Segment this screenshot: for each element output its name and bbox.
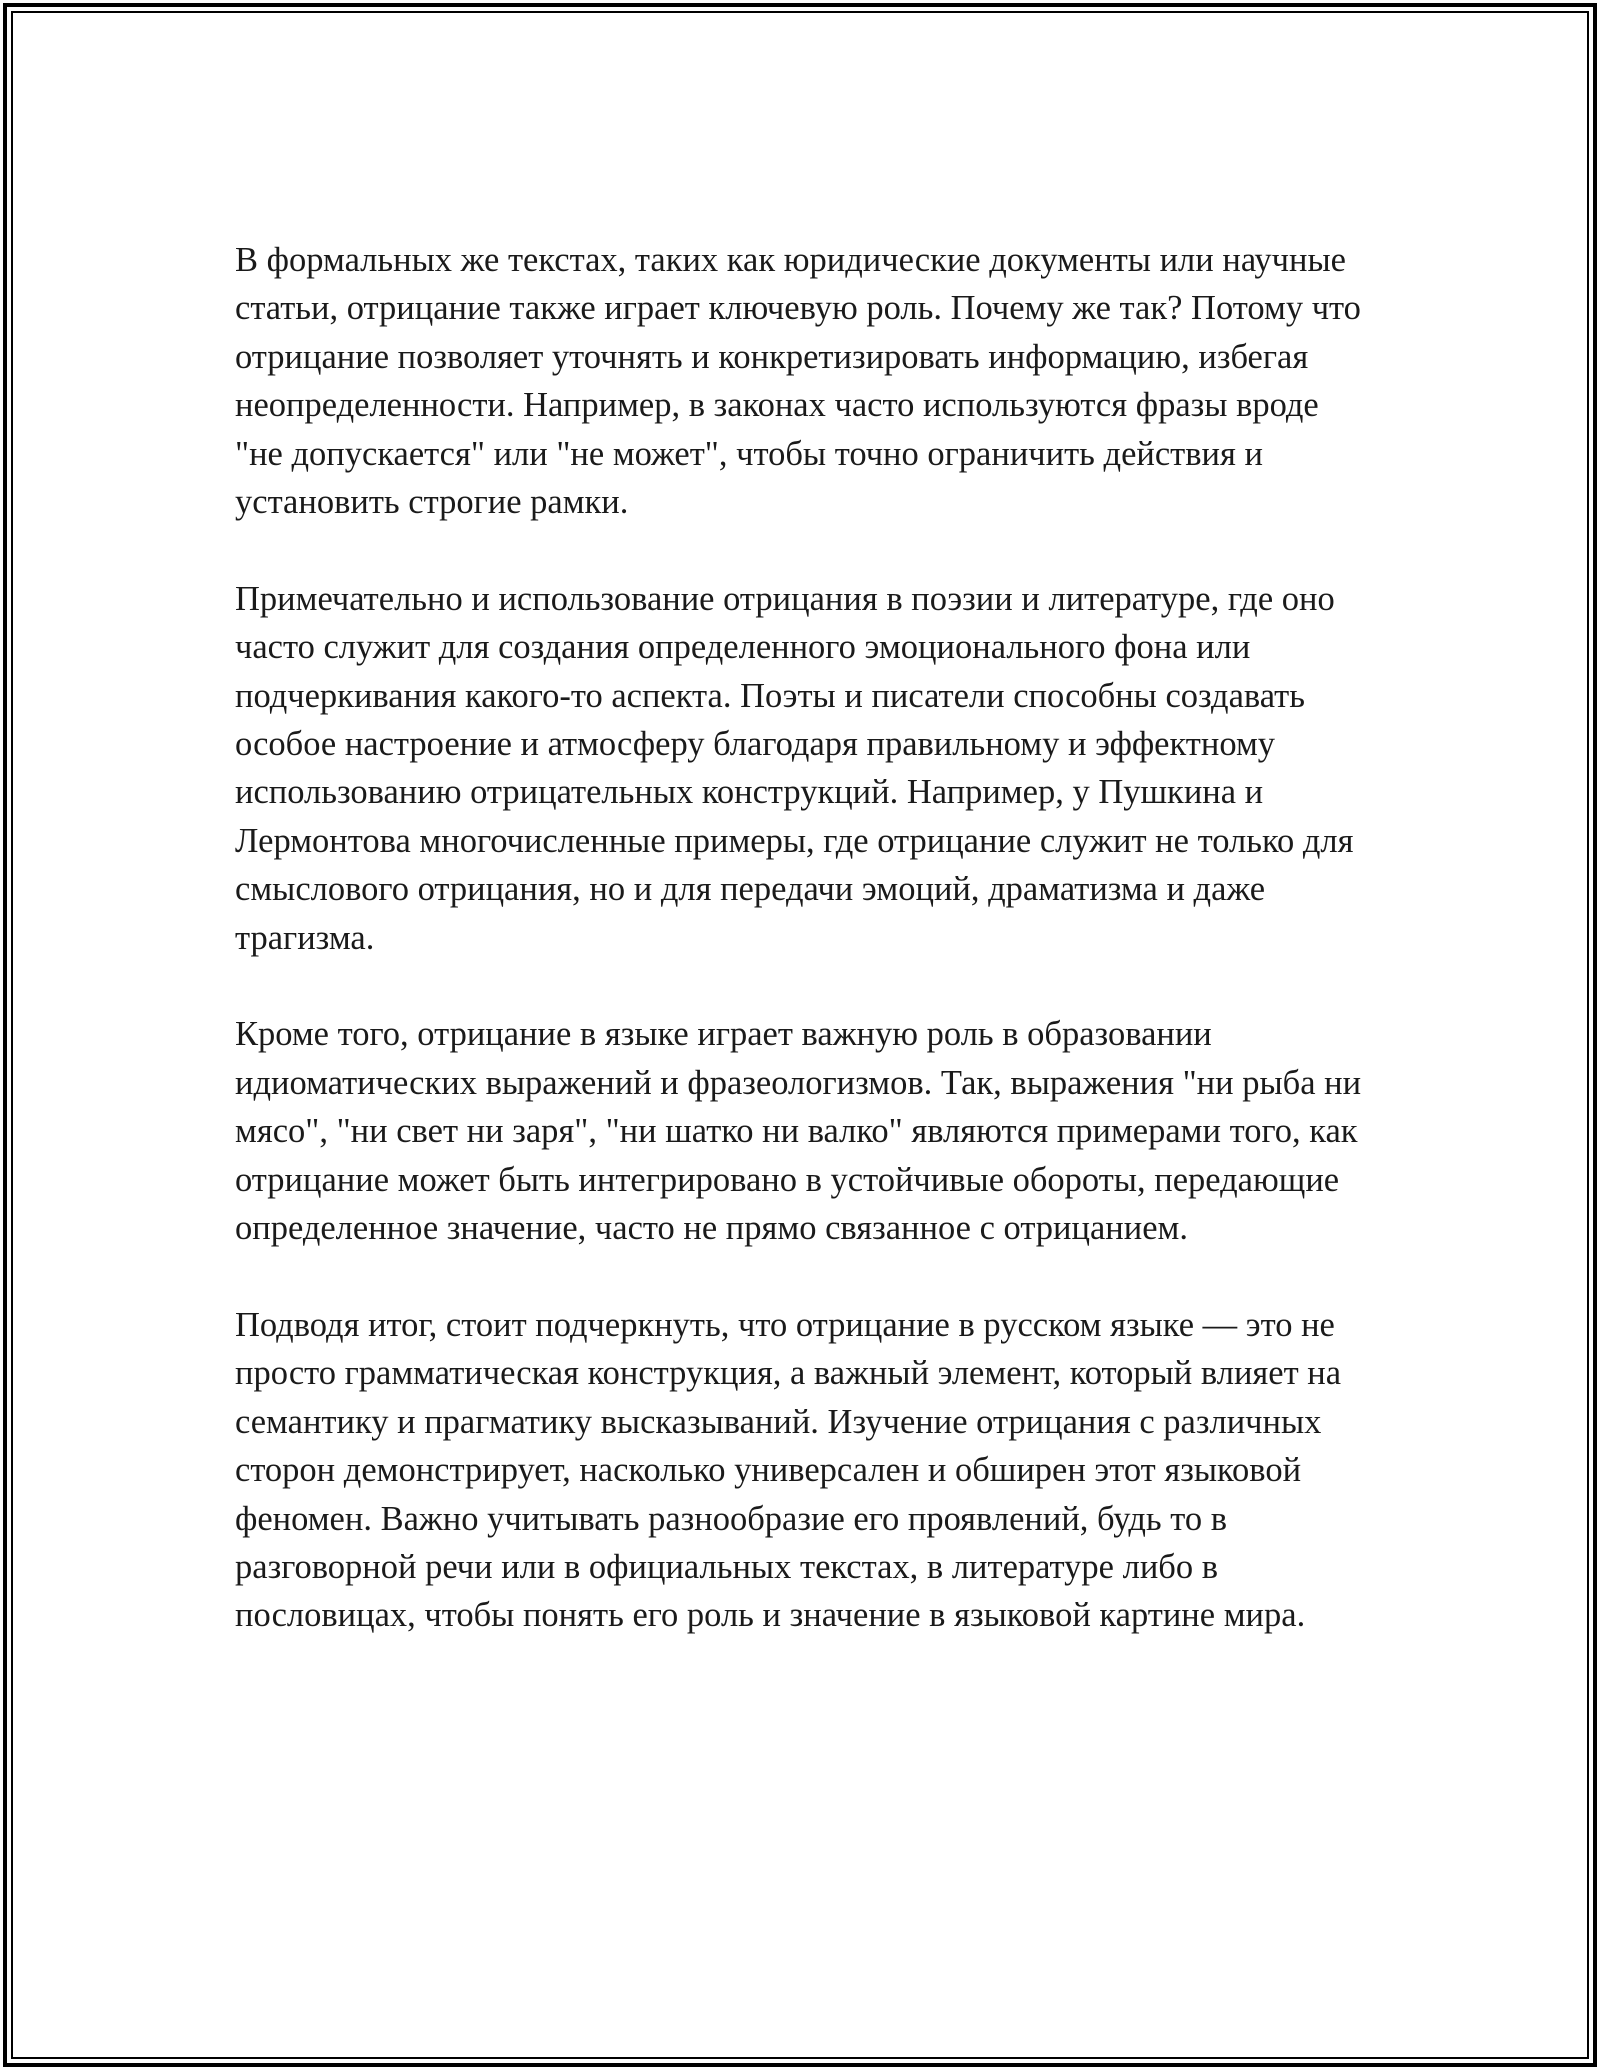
paragraph-formal-texts: В формальных же текстах, таких как юридические документы или научные статьи, отрицание также играет ключевую роль. Почему же так? Потому что отрицание позволяет уточнять и конкретизировать информацию, избегая неопределенности. Например, в законах часто используются фразы вроде "не допускается" или "не может", чтобы точно ограничить действия и установить строгие рамки. bbox=[235, 241, 1361, 522]
paragraph-idioms: Кроме того, отрицание в языке играет важную роль в образовании идиоматических выражений и фразеологизмов. Так, выражения "ни рыба ни мясо", "ни свет ни заря", "ни шатко ни валко" являются примерами того, как отрицание может быть интегрировано в устойчивые обороты, передающие определенное значение, часто не прямо связанное с отрицанием. bbox=[235, 1015, 1362, 1248]
paragraph-poetry-literature: Примечательно и использование отрицания в поэзии и литературе, где оно часто служит для создания определенного эмоционального фона или подчеркивания какого-то аспекта. Поэты и писатели способны создавать особое настроение и атмосферу благодаря правильному и эффектному использованию отрицательных конструкций. Например, у Пушкина и Лермонтова многочисленные примеры, где отрицание служит не только для смыслового отрицания, но и для передачи эмоций, драматизма и даже трагизма. bbox=[235, 579, 1354, 957]
document-body bbox=[235, 236, 1375, 1640]
paragraph-conclusion: Подводя итог, стоит подчеркнуть, что отрицание в русском языке — это не просто грамматическая конструкция, а важный элемент, который влияет на семантику и прагматику высказываний. Изучение отрицания с различных сторон демонстрирует, насколько универсален и обширен этот языковой феномен. Важно учитывать разнообразие его проявлений, будь то в разговорной речи или в официальных текстах, в литературе либо в пословицах, чтобы понять его роль и значение в языковой картине мира. bbox=[235, 1305, 1342, 1635]
